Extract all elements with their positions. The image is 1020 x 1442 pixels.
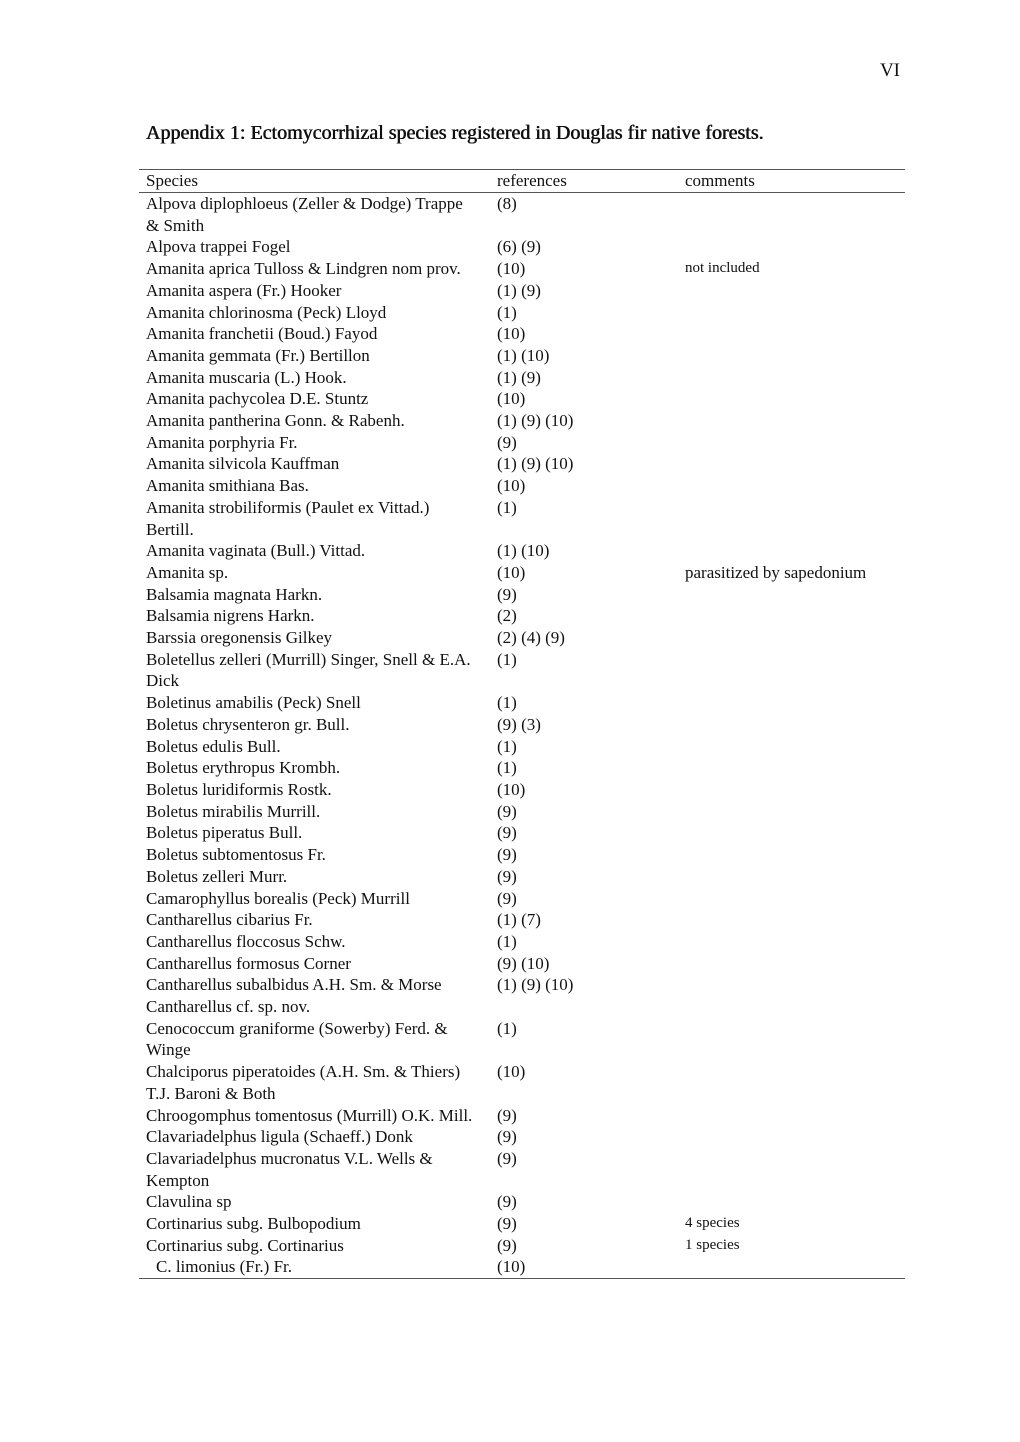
references-cell: (1) (10) [497, 345, 550, 365]
species-cell: Cantharellus subalbidus A.H. Sm. & Morse [146, 975, 442, 995]
table-row [139, 497, 905, 540]
species-cell: Cantharellus formosus Corner [146, 953, 351, 973]
species-cell: Alpova diplophloeus (Zeller & Dodge) Trappe & Smith [146, 194, 463, 235]
comments-cell [685, 280, 905, 302]
references-cell [497, 996, 685, 1018]
comments-cell [685, 193, 905, 237]
references-cell: (1) (9) [497, 280, 541, 300]
species-cell: Amanita silvicola Kauffman [146, 454, 340, 474]
species-cell: Amanita porphyria Fr. [146, 432, 298, 452]
table-row [139, 779, 905, 801]
table-row [139, 345, 905, 367]
comments-cell [685, 822, 905, 844]
species-cell: Alpova trappei Fogel [146, 237, 291, 257]
header-references: references [497, 170, 685, 193]
references-cell: (10) [497, 476, 526, 496]
comments-cell: parasitized by sapedonium [685, 562, 867, 582]
header-comments: comments [685, 170, 905, 193]
comments-cell [685, 996, 905, 1018]
species-cell: Boletus piperatus Bull. [146, 823, 303, 843]
table-row [139, 410, 905, 432]
species-cell: Amanita smithiana Bas. [146, 476, 309, 496]
references-cell: (1) [497, 758, 517, 778]
references-cell: (9) [497, 866, 517, 886]
species-table-container [139, 169, 905, 1279]
species-cell: Amanita strobiliformis (Paulet ex Vittad.) Bertill. [146, 497, 430, 539]
species-cell: Boletus subtomentosus Fr. [146, 845, 326, 865]
references-cell: (1) (7) [497, 910, 541, 930]
comments-cell [685, 909, 905, 931]
table-row [139, 909, 905, 931]
comments-cell [685, 953, 905, 975]
comments-cell [685, 432, 905, 454]
comments-cell [685, 974, 905, 996]
comments-cell [685, 779, 905, 801]
comments-cell [685, 497, 905, 540]
references-cell: (10) [497, 259, 526, 279]
comments-cell [685, 1105, 905, 1127]
species-cell: Amanita aspera (Fr.) Hooker [146, 280, 342, 300]
species-table [139, 169, 905, 1279]
comments-cell [685, 584, 905, 606]
comments-cell [685, 888, 905, 910]
species-cell: Balsamia magnata Harkn. [146, 584, 323, 604]
references-cell: (9) [497, 1214, 517, 1234]
species-cell: Clavariadelphus ligula (Schaeff.) Donk [146, 1127, 413, 1147]
species-cell: Boletellus zelleri (Murrill) Singer, Snell & E.A. Dick [146, 649, 471, 691]
table-row [139, 953, 905, 975]
table-row [139, 193, 905, 237]
table-row [139, 367, 905, 389]
table-row [139, 1235, 905, 1257]
species-cell: Amanita franchetii (Boud.) Fayod [146, 324, 378, 344]
table-row [139, 1126, 905, 1148]
comments-cell [685, 453, 905, 475]
table-row [139, 692, 905, 714]
table-row [139, 432, 905, 454]
comments-cell [685, 649, 905, 692]
references-cell: (9) [497, 823, 517, 843]
table-row [139, 584, 905, 606]
table-row [139, 801, 905, 823]
table-row [139, 236, 905, 258]
species-cell: Cantharellus cf. sp. nov. [146, 997, 311, 1017]
table-row [139, 1256, 905, 1278]
comments-cell [685, 1018, 905, 1061]
references-cell: (1) [497, 693, 517, 713]
references-cell: (2) [497, 606, 517, 626]
references-cell: (1) [497, 302, 517, 322]
table-row [139, 453, 905, 475]
comments-cell [685, 475, 905, 497]
comments-cell: 1 species [685, 1236, 740, 1253]
references-cell: (1) [497, 649, 517, 669]
table-row [139, 562, 905, 584]
comments-cell [685, 410, 905, 432]
table-row [139, 1105, 905, 1127]
table-row [139, 996, 905, 1018]
species-cell: Cortinarius subg. Cortinarius [146, 1235, 344, 1255]
comments-cell [685, 1191, 905, 1213]
references-cell: (10) [497, 324, 526, 344]
comments-cell [685, 736, 905, 758]
species-cell: Amanita vaginata (Bull.) Vittad. [146, 541, 366, 561]
table-row [139, 605, 905, 627]
references-cell: (2) (4) (9) [497, 628, 565, 648]
species-cell: Clavariadelphus mucronatus V.L. Wells & Kempton [146, 1148, 433, 1190]
table-row [139, 1213, 905, 1235]
table-row [139, 258, 905, 280]
table-row [139, 757, 905, 779]
comments-cell [685, 692, 905, 714]
table-row [139, 1148, 905, 1191]
comments-cell [685, 1126, 905, 1148]
references-cell: (9) [497, 1127, 517, 1147]
species-cell: Camarophyllus borealis (Peck) Murrill [146, 888, 410, 908]
comments-cell [685, 345, 905, 367]
species-cell: Balsamia nigrens Harkn. [146, 606, 315, 626]
references-cell: (1) (9) (10) [497, 975, 574, 995]
references-cell: (10) [497, 779, 526, 799]
references-cell: (9) [497, 845, 517, 865]
table-row [139, 974, 905, 996]
references-cell: (1) (9) (10) [497, 454, 574, 474]
species-cell: Boletus erythropus Krombh. [146, 758, 341, 778]
table-row [139, 540, 905, 562]
table-row [139, 323, 905, 345]
references-cell: (1) [497, 497, 517, 517]
references-cell: (10) [497, 1062, 526, 1082]
comments-cell [685, 801, 905, 823]
species-cell: Boletus zelleri Murr. [146, 866, 288, 886]
table-row [139, 1018, 905, 1061]
references-cell: (9) [497, 1148, 517, 1168]
references-cell: (9) (10) [497, 953, 550, 973]
table-row [139, 627, 905, 649]
comments-cell [685, 367, 905, 389]
table-row [139, 736, 905, 758]
table-row [139, 866, 905, 888]
species-cell: Amanita aprica Tulloss & Lindgren nom prov. [146, 259, 461, 279]
species-cell: Chalciporus piperatoides (A.H. Sm. & Thiers) T.J. Baroni & Both [146, 1062, 461, 1103]
references-cell: (1) (9) (10) [497, 411, 574, 431]
comments-cell [685, 323, 905, 345]
references-cell: (9) [497, 1105, 517, 1125]
comments-cell [685, 757, 905, 779]
species-cell: Amanita gemmata (Fr.) Bertillon [146, 345, 370, 365]
species-cell: Amanita sp. [146, 562, 229, 582]
table-row [139, 888, 905, 910]
header-species: Species [139, 170, 497, 193]
species-cell: Boletus luridiformis Rostk. [146, 779, 332, 799]
references-cell: (1) (10) [497, 541, 550, 561]
table-header-row [139, 170, 905, 193]
comments-cell [685, 844, 905, 866]
species-cell: Cenococcum graniforme (Sowerby) Ferd. & Winge [146, 1018, 448, 1060]
comments-cell [685, 1148, 905, 1191]
references-cell: (9) [497, 432, 517, 452]
species-cell: Barssia oregonensis Gilkey [146, 628, 333, 648]
table-row [139, 302, 905, 324]
references-cell: (9) [497, 1192, 517, 1212]
references-cell: (10) [497, 1256, 685, 1278]
species-cell: Boletinus amabilis (Peck) Snell [146, 693, 361, 713]
comments-cell [685, 605, 905, 627]
comments-cell [685, 931, 905, 953]
species-cell: Cantharellus floccosus Schw. [146, 931, 346, 951]
species-cell: Boletus edulis Bull. [146, 736, 281, 756]
comments-cell [685, 388, 905, 410]
table-row [139, 1061, 905, 1104]
table-row [139, 714, 905, 736]
references-cell: (9) (3) [497, 714, 541, 734]
references-cell: (1) [497, 736, 517, 756]
table-row [139, 931, 905, 953]
references-cell: (9) [497, 888, 517, 908]
table-row [139, 649, 905, 692]
table-row [139, 844, 905, 866]
table-row [139, 388, 905, 410]
table-row [139, 475, 905, 497]
comments-cell [685, 302, 905, 324]
comments-cell: not included [685, 260, 760, 277]
species-cell: Cortinarius subg. Bulbopodium [146, 1214, 361, 1234]
comments-cell [685, 540, 905, 562]
species-cell: Boletus chrysenteron gr. Bull. [146, 714, 350, 734]
species-cell: Clavulina sp [146, 1192, 232, 1212]
comments-cell [685, 627, 905, 649]
species-cell: Cantharellus cibarius Fr. [146, 910, 313, 930]
species-cell: C. limonius (Fr.) Fr. [139, 1256, 497, 1278]
page-number: VI [879, 60, 900, 81]
comments-cell [685, 866, 905, 888]
comments-cell: 4 species [685, 1215, 740, 1232]
references-cell: (1) [497, 931, 517, 951]
references-cell: (9) [497, 801, 517, 821]
references-cell: (9) [497, 584, 517, 604]
references-cell: (10) [497, 562, 526, 582]
comments-cell [685, 236, 905, 258]
comments-cell [685, 1256, 905, 1278]
species-cell: Amanita muscaria (L.) Hook. [146, 367, 347, 387]
species-cell: Boletus mirabilis Murrill. [146, 801, 321, 821]
references-cell: (8) [497, 194, 517, 213]
species-cell: Amanita pachycolea D.E. Stuntz [146, 389, 369, 409]
comments-cell [685, 1061, 905, 1104]
table-body [139, 193, 905, 1279]
appendix-title: Appendix 1: Ectomycorrhizal species registered in Douglas fir native forests. [146, 122, 764, 144]
table-row [139, 822, 905, 844]
references-cell: (10) [497, 389, 526, 409]
table-row [139, 280, 905, 302]
references-cell: (9) [497, 1235, 517, 1255]
species-cell: Amanita chlorinosma (Peck) Lloyd [146, 302, 387, 322]
species-cell: Amanita pantherina Gonn. & Rabenh. [146, 411, 405, 431]
references-cell: (1) (9) [497, 367, 541, 387]
references-cell: (6) (9) [497, 237, 541, 257]
references-cell: (1) [497, 1018, 517, 1038]
comments-cell [685, 714, 905, 736]
table-row [139, 1191, 905, 1213]
species-cell: Chroogomphus tomentosus (Murrill) O.K. Mill. [146, 1105, 473, 1125]
